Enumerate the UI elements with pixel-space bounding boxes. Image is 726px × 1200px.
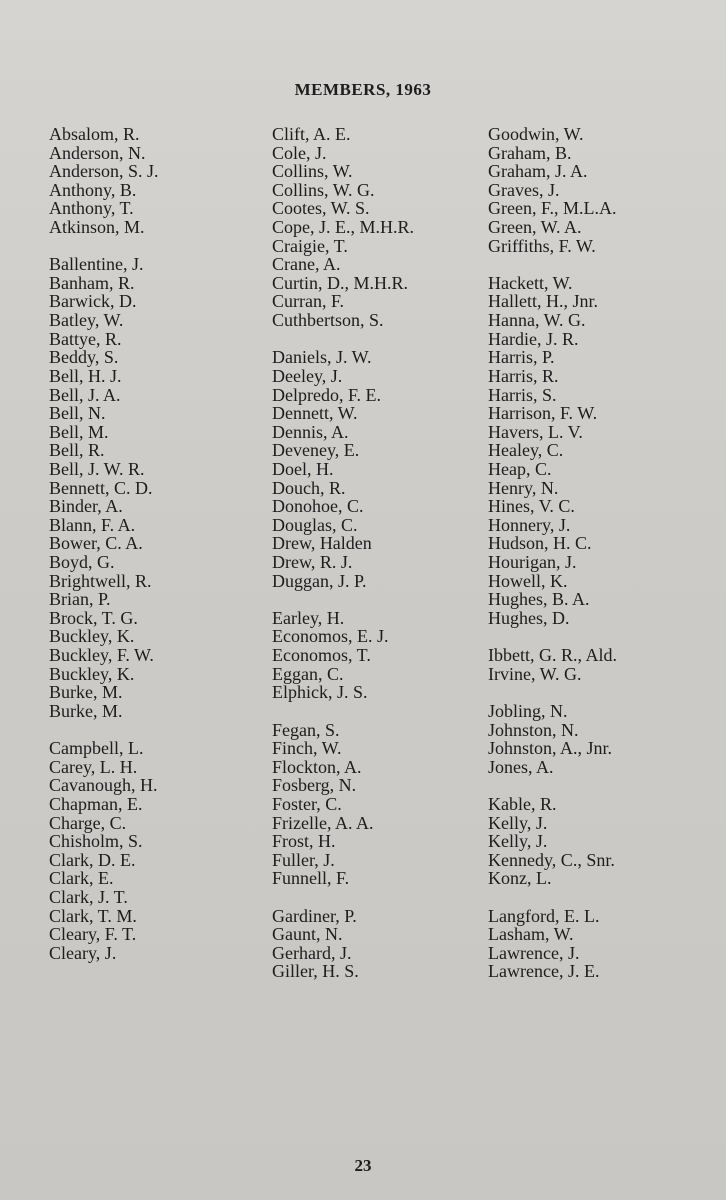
member-name: Honnery, J. [488, 514, 571, 535]
members-column-3 [488, 125, 617, 981]
member-name: Banham, R. [49, 272, 135, 293]
member-name: Hanna, W. G. [488, 310, 586, 331]
member-name: Collins, W. G. [272, 179, 375, 200]
member-name: Dennett, W. [272, 403, 358, 424]
member-name: Deeley, J. [272, 365, 343, 386]
member-name: Drew, R. J. [272, 552, 353, 573]
member-name: Giller, H. S. [272, 961, 359, 982]
member-name: Douglas, C. [272, 514, 358, 535]
member-name: Economos, E. J. [272, 626, 389, 647]
member-name: Brian, P. [49, 589, 111, 610]
member-name: Earley, H. [272, 607, 345, 628]
member-name: Bell, J. A. [49, 384, 121, 405]
member-name: Harris, P. [488, 347, 555, 368]
member-name: Bell, R. [49, 440, 105, 461]
member-name: Eggan, C. [272, 663, 344, 684]
member-name: Graham, J. A. [488, 161, 588, 182]
section-gap [488, 627, 617, 646]
member-name: Ibbett, G. R., Ald. [488, 645, 617, 666]
member-name: Henry, N. [488, 477, 559, 498]
member-name: Clark, D. E. [49, 849, 136, 870]
member-name: Buckley, F. W. [49, 645, 154, 666]
member-name: Cuthbertson, S. [272, 310, 384, 331]
member-name: Heap, C. [488, 458, 552, 479]
member-name: Hudson, H. C. [488, 533, 592, 554]
member-name: Gardiner, P. [272, 905, 357, 926]
member-name: Cole, J. [272, 142, 327, 163]
member-name: Anthony, T. [49, 198, 134, 219]
member-name: Flockton, A. [272, 756, 362, 777]
member-name: Johnston, A., Jnr. [488, 738, 613, 759]
member-name: Howell, K. [488, 570, 568, 591]
member-name: Hackett, W. [488, 272, 573, 293]
member-name: Brightwell, R. [49, 570, 152, 591]
member-name: Bennett, C. D. [49, 477, 153, 498]
section-gap [49, 237, 159, 256]
member-name: Deveney, E. [272, 440, 360, 461]
member-name: Kable, R. [488, 793, 557, 814]
member-name: Griffiths, F. W. [488, 235, 596, 256]
member-name: Lawrence, J. E. [488, 961, 600, 982]
member-name: Drew, Halden [272, 533, 372, 554]
member-name: Curran, F. [272, 291, 345, 312]
member-name: Douch, R. [272, 477, 346, 498]
member-name: Bell, H. J. [49, 365, 122, 386]
section-gap [272, 330, 414, 349]
member-name: Buckley, K. [49, 626, 135, 647]
member-name: Donohoe, C. [272, 496, 364, 517]
member-name: Fegan, S. [272, 719, 340, 740]
member-name: Konz, L. [488, 868, 552, 889]
member-name: Craigie, T. [272, 235, 348, 256]
members-column-1 [49, 125, 159, 962]
member-name: Hardie, J. R. [488, 328, 579, 349]
member-name: Gaunt, N. [272, 924, 343, 945]
member-name: Campbell, L. [49, 738, 144, 759]
member-name: Dennis, A. [272, 421, 349, 442]
member-name: Havers, L. V. [488, 421, 583, 442]
member-name: Atkinson, M. [49, 217, 145, 238]
section-gap [488, 776, 617, 795]
section-gap [488, 888, 617, 907]
member-name: Ballentine, J. [49, 254, 144, 275]
member-name: Charge, C. [49, 812, 127, 833]
section-gap [272, 888, 414, 907]
member-name: Collins, W. [272, 161, 353, 182]
member-name: Frizelle, A. A. [272, 812, 374, 833]
member-name: Fosberg, N. [272, 775, 357, 796]
member-name: Foster, C. [272, 793, 342, 814]
member-name: Bell, N. [49, 403, 106, 424]
member-name: Clift, A. E. [272, 124, 351, 144]
member-name: Cope, J. E., M.H.R. [272, 217, 415, 238]
member-name: Finch, W. [272, 738, 342, 759]
page-number: 23 [354, 1156, 372, 1175]
section-gap [49, 721, 159, 740]
member-name: Elphick, J. S. [272, 682, 368, 703]
member-name: Graham, B. [488, 142, 572, 163]
member-name: Kelly, J. [488, 831, 548, 852]
member-name: Cavanough, H. [49, 775, 158, 796]
member-name: Langford, E. L. [488, 905, 600, 926]
member-name: Binder, A. [49, 496, 123, 517]
member-name: Harrison, F. W. [488, 403, 598, 424]
member-name: Chisholm, S. [49, 831, 143, 852]
member-name: Bell, J. W. R. [49, 458, 145, 479]
member-name: Hourigan, J. [488, 552, 577, 573]
member-name: Economos, T. [272, 645, 371, 666]
member-name: Batley, W. [49, 310, 124, 331]
member-name: Funnell, F. [272, 868, 350, 889]
members-column-2 [272, 125, 414, 981]
member-name: Frost, H. [272, 831, 336, 852]
member-name: Delpredo, F. E. [272, 384, 382, 405]
member-name: Daniels, J. W. [272, 347, 372, 368]
member-name: Clark, E. [49, 868, 114, 889]
member-name: Blann, F. A. [49, 514, 136, 535]
member-name: Kelly, J. [488, 812, 548, 833]
section-gap [488, 683, 617, 702]
member-name: Graves, J. [488, 179, 560, 200]
member-name: Hughes, B. A. [488, 589, 590, 610]
section-gap [488, 255, 617, 274]
member-name: Harris, R. [488, 365, 559, 386]
member-name: Healey, C. [488, 440, 564, 461]
member-name: Hallett, H., Jnr. [488, 291, 598, 312]
member-name: Buckley, K. [49, 663, 135, 684]
member-name: Bower, C. A. [49, 533, 143, 554]
member-name: Anderson, S. J. [49, 161, 159, 182]
member-name: Cleary, F. T. [49, 924, 137, 945]
member-name: Gerhard, J. [272, 942, 352, 963]
member-name: Cleary, J. [49, 942, 117, 963]
member-name: Battye, R. [49, 328, 122, 349]
member-name: Duggan, J. P. [272, 570, 367, 591]
member-name: Fuller, J. [272, 849, 335, 870]
member-name: Curtin, D., M.H.R. [272, 272, 409, 293]
member-name: Anthony, B. [49, 179, 137, 200]
member-name: Doel, H. [272, 458, 334, 479]
member-name: Johnston, N. [488, 719, 579, 740]
member-name: Barwick, D. [49, 291, 137, 312]
member-name: Jones, A. [488, 756, 554, 777]
member-name: Crane, A. [272, 254, 341, 275]
page-title: MEMBERS, 1963 [294, 80, 432, 99]
member-name: Lawrence, J. [488, 942, 580, 963]
member-name: Lasham, W. [488, 924, 574, 945]
member-name: Bell, M. [49, 421, 109, 442]
member-name: Anderson, N. [49, 142, 146, 163]
member-name: Goodwin, W. [488, 124, 584, 144]
member-name: Harris, S. [488, 384, 557, 405]
member-name: Green, F., M.L.A. [488, 198, 617, 219]
member-name: Jobling, N. [488, 700, 568, 721]
member-name: Irvine, W. G. [488, 663, 582, 684]
member-name: Hughes, D. [488, 607, 570, 628]
member-name: Burke, M. [49, 682, 123, 703]
member-name: Burke, M. [49, 700, 123, 721]
section-gap [272, 702, 414, 721]
member-name: Clark, J. T. [49, 886, 128, 907]
member-name: Carey, L. H. [49, 756, 138, 777]
member-name: Absalom, R. [49, 124, 140, 144]
member-name: Hines, V. C. [488, 496, 575, 517]
member-name: Clark, T. M. [49, 905, 137, 926]
member-name: Green, W. A. [488, 217, 582, 238]
member-name: Beddy, S. [49, 347, 119, 368]
member-name: Boyd, G. [49, 552, 115, 573]
member-name: Cootes, W. S. [272, 198, 370, 219]
member-name: Brock, T. G. [49, 607, 138, 628]
member-name: Chapman, E. [49, 793, 143, 814]
member-name: Kennedy, C., Snr. [488, 849, 615, 870]
section-gap [272, 590, 414, 609]
